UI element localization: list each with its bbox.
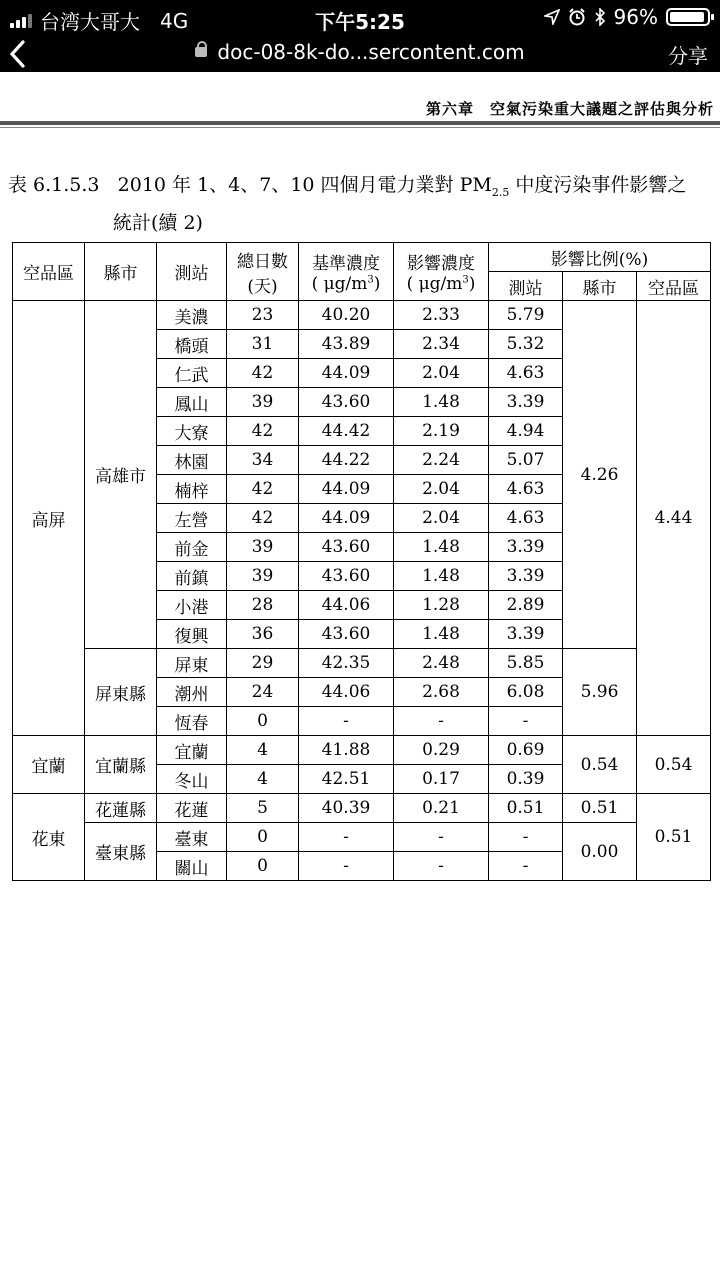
impact-cell: 2.19 (394, 417, 489, 446)
header-station: 測站 (157, 243, 227, 301)
ratio-station-cell: 0.51 (489, 794, 563, 823)
ratio-county-cell: 0.54 (563, 736, 637, 794)
impact-cell: - (394, 823, 489, 852)
station-cell: 橋頭 (157, 330, 227, 359)
table-row (13, 794, 711, 823)
header-days (227, 243, 299, 301)
station-cell: 楠梓 (157, 475, 227, 504)
base-cell: 43.60 (299, 562, 394, 591)
header-ratio-county: 縣市 (563, 272, 637, 301)
station-cell: 仁武 (157, 359, 227, 388)
ratio-station-cell: 4.94 (489, 417, 563, 446)
base-cell: - (299, 823, 394, 852)
days-cell: 5 (227, 794, 299, 823)
station-cell: 美濃 (157, 301, 227, 330)
document-page (0, 72, 720, 1280)
days-cell: 0 (227, 852, 299, 881)
base-cell: 44.09 (299, 359, 394, 388)
impact-cell: 2.34 (394, 330, 489, 359)
impact-cell: 0.29 (394, 736, 489, 765)
impact-cell: 1.28 (394, 591, 489, 620)
ratio-station-cell: - (489, 823, 563, 852)
ratio-station-cell: 3.39 (489, 562, 563, 591)
impact-cell: 2.48 (394, 649, 489, 678)
table-row (13, 823, 711, 852)
address-bar (0, 36, 720, 72)
ratio-county-cell: 0.00 (563, 823, 637, 881)
station-cell: 冬山 (157, 765, 227, 794)
caption-subscript: 2.5 (491, 185, 510, 199)
county-cell: 高雄市 (85, 301, 157, 649)
ratio-station-cell: 0.39 (489, 765, 563, 794)
location-arrow-icon (544, 9, 560, 25)
impact-cell: 1.48 (394, 533, 489, 562)
impact-cell: 0.21 (394, 794, 489, 823)
county-cell: 宜蘭縣 (85, 736, 157, 794)
header-ratio-area: 空品區 (637, 272, 711, 301)
station-cell: 宜蘭 (157, 736, 227, 765)
header-impact-unit: ( $\mu g/m^3$) (406, 274, 476, 294)
impact-cell: 2.04 (394, 359, 489, 388)
days-cell: 31 (227, 330, 299, 359)
impact-cell: 1.48 (394, 562, 489, 591)
header-area: 空品區 (13, 243, 85, 301)
station-cell: 林園 (157, 446, 227, 475)
area-cell: 花東 (13, 794, 85, 881)
impact-cell: 1.48 (394, 620, 489, 649)
base-cell: 44.06 (299, 678, 394, 707)
impact-cell: - (394, 852, 489, 881)
header-base (299, 243, 394, 301)
impact-cell: 2.04 (394, 504, 489, 533)
ratio-county-cell: 5.96 (563, 649, 637, 736)
station-cell: 復興 (157, 620, 227, 649)
days-cell: 29 (227, 649, 299, 678)
ratio-station-cell: 4.63 (489, 475, 563, 504)
base-cell: - (299, 852, 394, 881)
station-cell: 前金 (157, 533, 227, 562)
station-cell: 大寮 (157, 417, 227, 446)
station-cell: 小港 (157, 591, 227, 620)
days-cell: 39 (227, 533, 299, 562)
header-ratio-station: 測站 (489, 272, 563, 301)
base-cell: 40.39 (299, 794, 394, 823)
ratio-station-cell: 5.32 (489, 330, 563, 359)
base-cell: 42.51 (299, 765, 394, 794)
days-cell: 4 (227, 765, 299, 794)
alarm-clock-icon (568, 8, 586, 26)
days-cell: 42 (227, 417, 299, 446)
chapter-header: 第六章 空氣污染重大議題之評估與分析 (425, 100, 714, 118)
base-cell: 43.60 (299, 388, 394, 417)
ratio-station-cell: 5.79 (489, 301, 563, 330)
table-row (13, 301, 711, 330)
impact-cell: 2.68 (394, 678, 489, 707)
base-cell: 44.09 (299, 475, 394, 504)
days-cell: 23 (227, 301, 299, 330)
ratio-station-cell: 3.39 (489, 388, 563, 417)
ratio-area-cell: 4.44 (637, 301, 711, 736)
area-cell: 宜蘭 (13, 736, 85, 794)
base-cell: 43.60 (299, 620, 394, 649)
impact-cell: 2.33 (394, 301, 489, 330)
table-caption (8, 170, 714, 239)
header-impact-label: 影響濃度 (407, 254, 475, 274)
header-impact (394, 243, 489, 301)
browser-top-bar (0, 0, 720, 72)
days-cell: 39 (227, 388, 299, 417)
pollution-table (12, 242, 711, 881)
lock-icon (195, 47, 207, 57)
base-cell: 40.20 (299, 301, 394, 330)
table-row (13, 649, 711, 678)
days-cell: 4 (227, 736, 299, 765)
days-cell: 42 (227, 504, 299, 533)
ratio-station-cell: 4.63 (489, 504, 563, 533)
days-cell: 39 (227, 562, 299, 591)
days-cell: 24 (227, 678, 299, 707)
base-cell: 44.06 (299, 591, 394, 620)
impact-cell: 0.17 (394, 765, 489, 794)
days-cell: 28 (227, 591, 299, 620)
url-text: doc-08-8k-do...sercontent.com (217, 40, 525, 64)
ratio-station-cell: 0.69 (489, 736, 563, 765)
ratio-station-cell: 5.07 (489, 446, 563, 475)
days-cell: 0 (227, 707, 299, 736)
station-cell: 恆春 (157, 707, 227, 736)
ratio-station-cell: 4.63 (489, 359, 563, 388)
base-cell: 44.22 (299, 446, 394, 475)
caption-number: 表 6.1.5.3 (8, 174, 100, 196)
days-cell: 0 (227, 823, 299, 852)
impact-cell: 2.24 (394, 446, 489, 475)
impact-cell: 1.48 (394, 388, 489, 417)
station-cell: 鳳山 (157, 388, 227, 417)
days-cell: 42 (227, 475, 299, 504)
ratio-station-cell: - (489, 852, 563, 881)
caption-text-b: 中度污染事件影響之 (509, 174, 687, 196)
county-cell: 臺東縣 (85, 823, 157, 881)
caption-line2: 統計(續 2) (113, 211, 203, 234)
battery-icon (666, 8, 710, 26)
header-rule-thin (0, 127, 720, 128)
station-cell: 花蓮 (157, 794, 227, 823)
days-cell: 34 (227, 446, 299, 475)
county-cell: 花蓮縣 (85, 794, 157, 823)
battery-percent: 96% (613, 5, 658, 29)
ratio-station-cell: - (489, 707, 563, 736)
header-days-label: 總日數 (237, 251, 288, 272)
ratio-county-cell: 0.51 (563, 794, 637, 823)
county-cell: 屏東縣 (85, 649, 157, 736)
header-base-label: 基準濃度 (312, 254, 380, 274)
header-days-unit: (天) (247, 276, 278, 297)
network-type: 4G (160, 8, 189, 33)
area-cell: 高屏 (13, 301, 85, 736)
station-cell: 臺東 (157, 823, 227, 852)
days-cell: 42 (227, 359, 299, 388)
impact-cell: - (394, 707, 489, 736)
days-cell: 36 (227, 620, 299, 649)
ratio-county-cell: 4.26 (563, 301, 637, 649)
table-row (13, 736, 711, 765)
base-cell: 42.35 (299, 649, 394, 678)
status-bar (0, 0, 720, 36)
impact-cell: 2.04 (394, 475, 489, 504)
header-base-unit: ( $\mu g/m^3$) (311, 274, 381, 294)
status-time: 下午5:25 (315, 10, 405, 34)
base-cell: 44.09 (299, 504, 394, 533)
ratio-station-cell: 3.39 (489, 620, 563, 649)
base-cell: 44.42 (299, 417, 394, 446)
station-cell: 前鎮 (157, 562, 227, 591)
base-cell: 43.89 (299, 330, 394, 359)
ratio-area-cell: 0.51 (637, 794, 711, 881)
station-cell: 左營 (157, 504, 227, 533)
base-cell: - (299, 707, 394, 736)
bluetooth-icon (594, 8, 606, 26)
base-cell: 41.88 (299, 736, 394, 765)
header-county: 縣市 (85, 243, 157, 301)
ratio-station-cell: 5.85 (489, 649, 563, 678)
header-rule (0, 121, 720, 125)
carrier-name: 台湾大哥大 (40, 10, 140, 34)
ratio-area-cell: 0.54 (637, 736, 711, 794)
station-cell: 屏東 (157, 649, 227, 678)
ratio-station-cell: 3.39 (489, 533, 563, 562)
url-field[interactable] (0, 40, 720, 64)
header-ratio: 影響比例(%) (489, 243, 711, 272)
share-button[interactable]: 分享 (668, 44, 708, 68)
station-cell: 關山 (157, 852, 227, 881)
caption-text-a: 2010 年 1、4、7、10 四個月電力業對 PM (117, 174, 492, 196)
ratio-station-cell: 6.08 (489, 678, 563, 707)
ratio-station-cell: 2.89 (489, 591, 563, 620)
base-cell: 43.60 (299, 533, 394, 562)
station-cell: 潮州 (157, 678, 227, 707)
